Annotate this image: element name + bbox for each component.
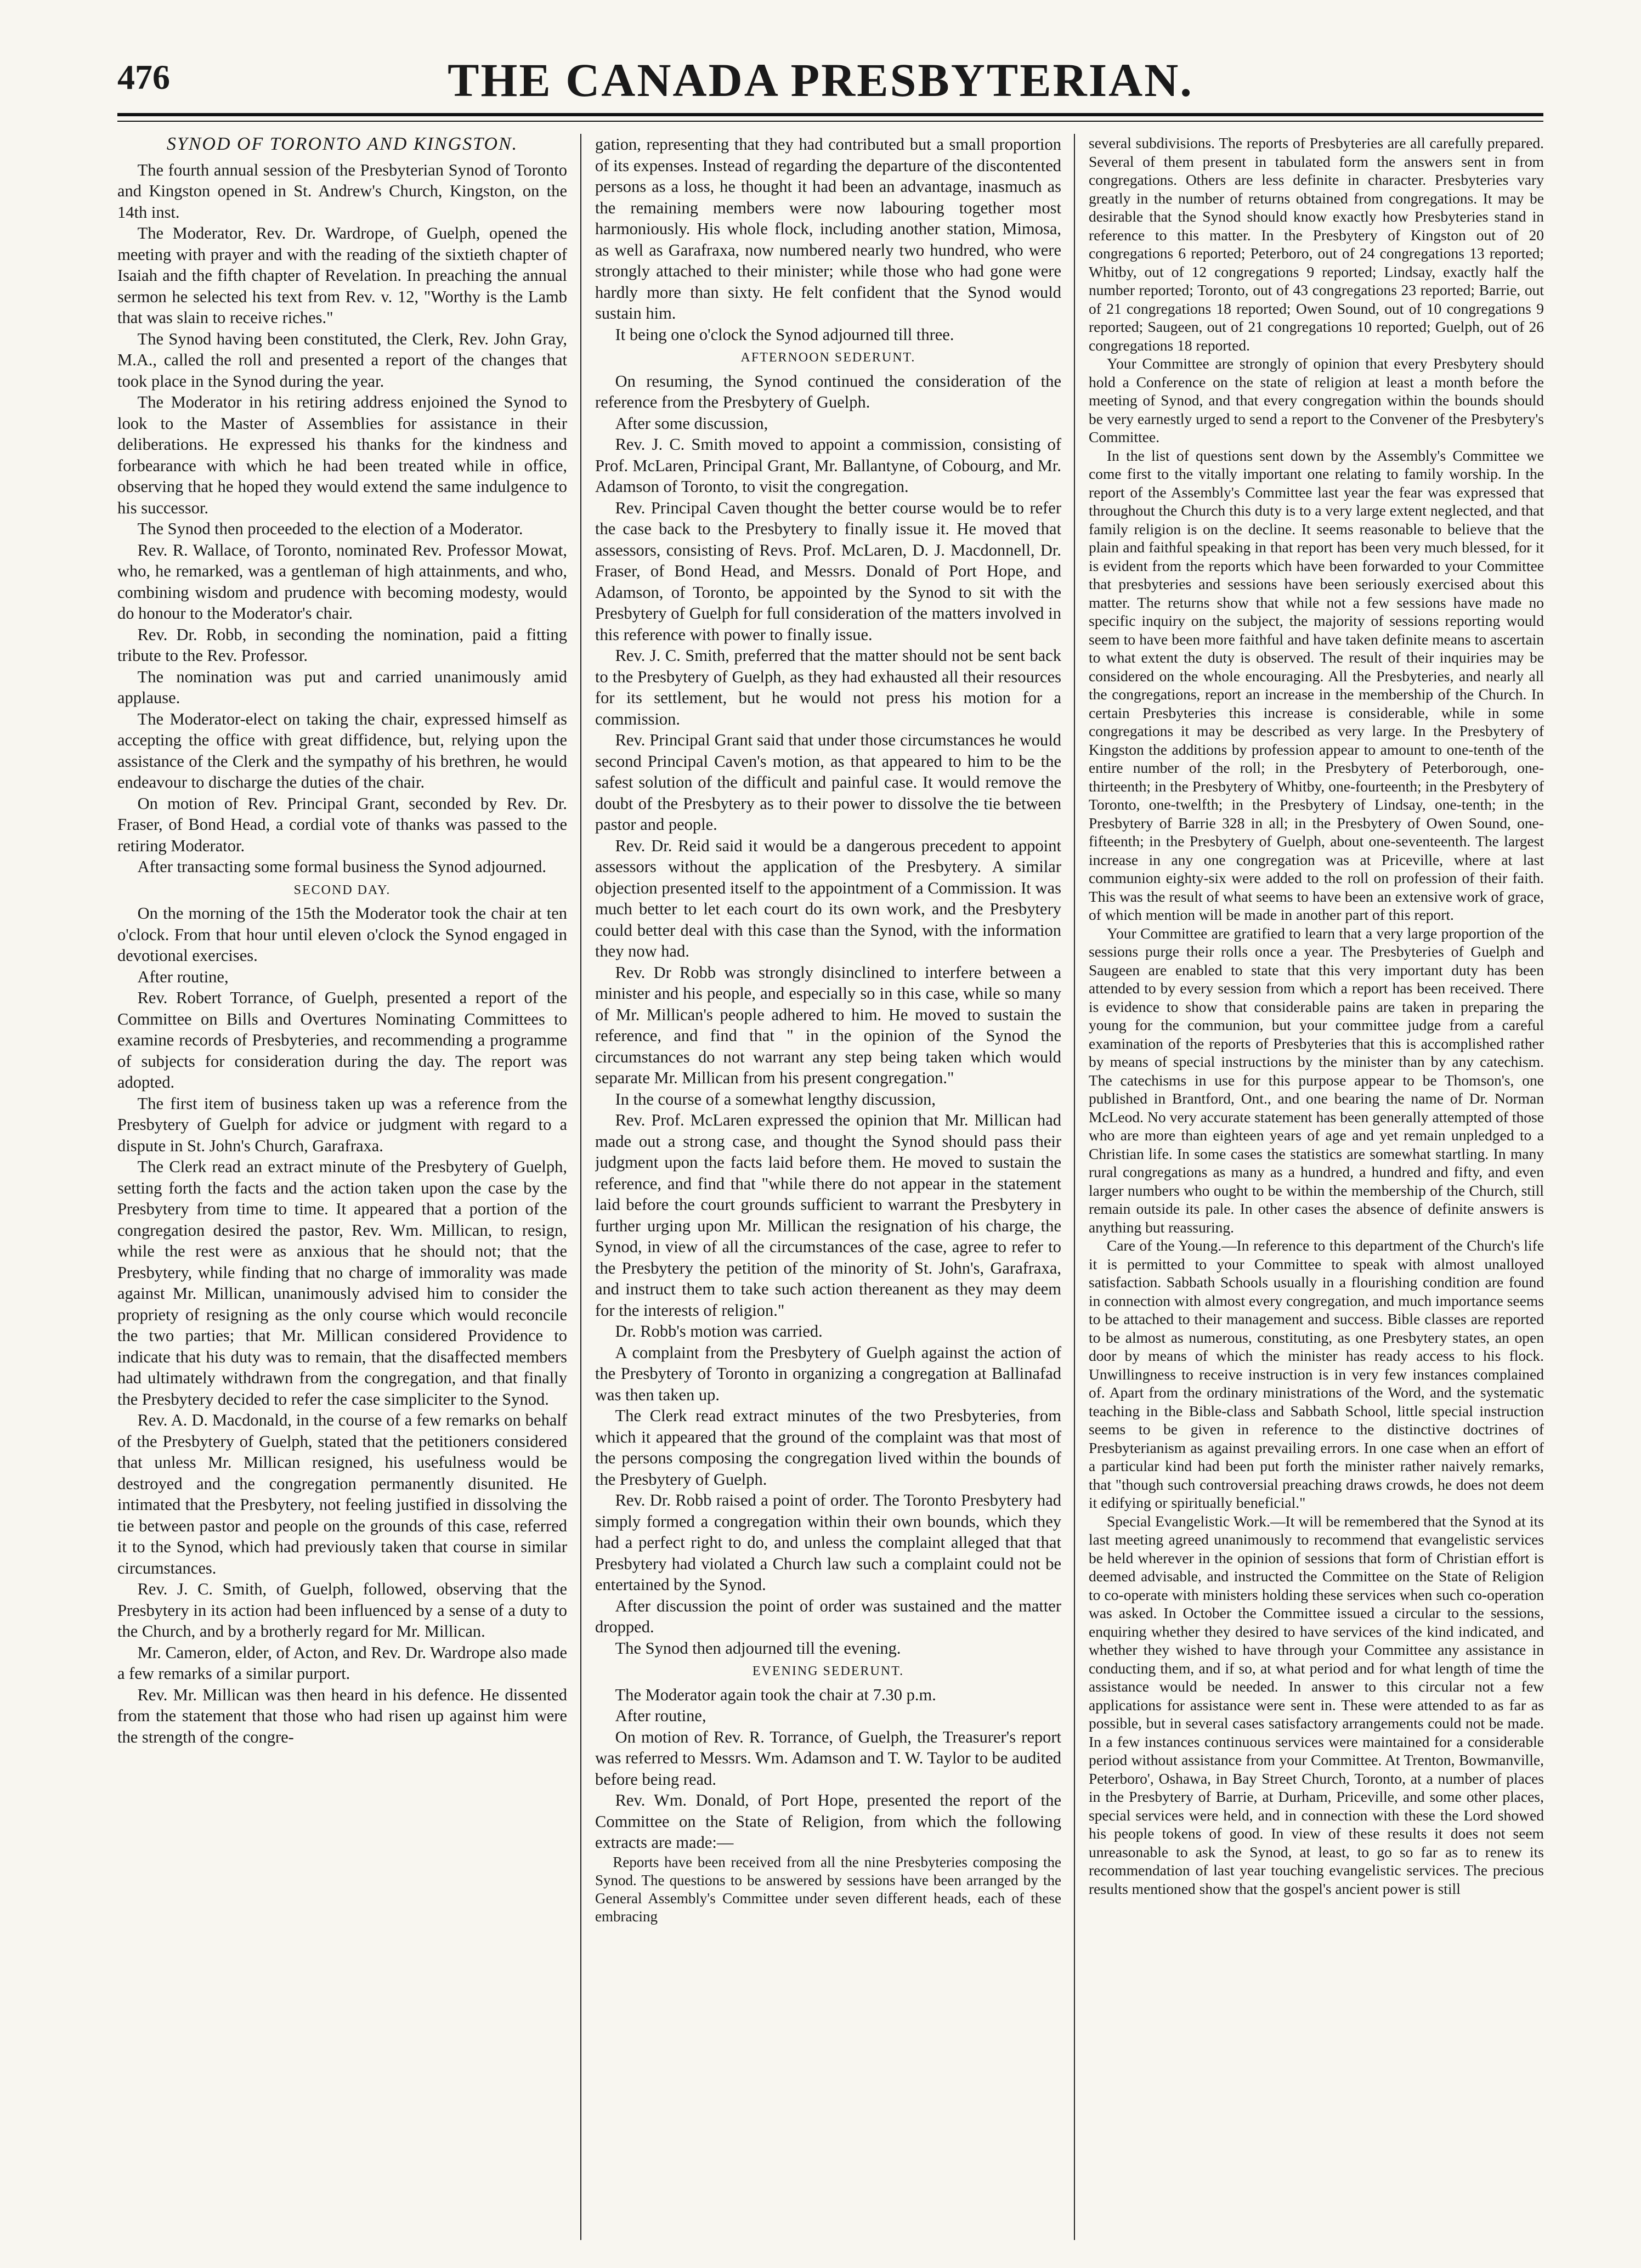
paragraph: Your Committee are strongly of opinion that every Presbytery should hold a Conference on the state of religion at least a month before the meeting of Synod, and that every congregation within the bounds should be very earnestly urged to send a report to the Convener of the Presbytery's Committee. [1089,355,1544,445]
paragraph: On motion of Rev. R. Torrance, of Guelph, the Treasurer's report was referred to Messrs. Wm. Adamson and T. W. Taylor to be audited before being read. [595,1727,1061,1789]
paragraph: gation, representing that they had contributed but a small proportion of its expenses. Instead of regarding the departure of the discontented persons as a loss, he thought it had been an advantage, inasmuch as the remaining members were now labouring together most harmoniously. His whole flock, including another station, Mimosa, as well as Garafraxa, now numbered nearly two hundred, who were strongly attached to their minister; while those who had gone were hardly more than sixty. He felt confident that the Synod would sustain him. [595,135,1061,323]
paragraph: Rev. Principal Caven thought the better course would be to refer the case back to the Presbytery to finally issue it. He moved that assessors, consisting of Revs. Prof. McLaren, D. J. Macdonnell, Dr. Fraser, of Bond Head, and Messrs. Donald of Port Hope, and Adamson, of Toronto, be appointed by the Synod to sit with the Presbytery of Guelph for full consideration of the matters involved in this reference with power to finally issue. [595,498,1061,644]
paragraph: On the morning of the 15th the Moderator took the chair at ten o'clock. From that hour until eleven o'clock the Synod engaged in devotional exercises. [117,904,567,965]
page-number: 476 [117,58,170,97]
section-subhead: SECOND DAY. [293,883,391,897]
paragraph: In the course of a somewhat lengthy discussion, [615,1089,936,1108]
paragraph: After discussion the point of order was sustained and the matter dropped. [595,1596,1061,1636]
paragraph: The fourth annual session of the Presbyterian Synod of Toronto and Kingston opened in St. Andrew's Church, Kingston, on the 14th inst. [117,160,567,222]
paragraph: The Clerk read extract minutes of the two Presbyteries, from which it appeared that the ground of the complaint was that most of the persons composing the congregation lived within the bounds of the Presbytery of Guelph. [595,1406,1061,1489]
paragraph: The Moderator, Rev. Dr. Wardrope, of Guelph, opened the meeting with prayer and with the reading of the sixtieth chapter of Isaiah and the fifth chapter of Revelation. In preaching the annual sermon he selected his text from Rev. v. 12, "Worthy is the Lamb that was slain to receive riches." [117,224,567,327]
paragraph: The first item of business taken up was a reference from the Presbytery of Guelph for advice or judgment with regard to a dispute in St. John's Church, Garafraxa. [117,1094,567,1155]
paragraph: Rev. R. Wallace, of Toronto, nominated Rev. Professor Mowat, who, he remarked, was a gentleman of high attainments, and who, combining wisdom and prudence with becoming modesty, would do honour to the Moderator's chair. [117,540,567,623]
paragraph: The Synod then proceeded to the election of a Moderator. [137,519,523,538]
paragraph: After routine, [137,967,229,986]
paragraph: several subdivisions. The reports of Presbyteries are all carefully prepared. Several of them present in tabulated form the answers sent in from congregations. Others are less definite in character. Presbyteries vary greatly in the number of returns obtained from congregations. It may be desirable that the Synod should know exactly how Presbyteries stand in reference to this matter. In the Presbytery of Kingston out of 20 congregations 6 reported; Peterboro, out of 24 congregations 13 reported; Whitby, out of 12 congregations 9 reported; Lindsay, exactly half the number reported; Toronto, out of 43 congregations 23 reported; Barrie, out of 21 congregations 18 reported; Owen Sound, out of 10 congregations 9 reported; Saugeen, out of 21 congregations 10 reported; Guelph, out of 26 congregations 18 reported. [1089,134,1544,354]
paragraph: Rev. Dr. Robb, in seconding the nomination, paid a fitting tribute to the Rev. Professor. [117,625,567,665]
paragraph: The Clerk read an extract minute of the Presbytery of Guelph, setting forth the facts and the action taken upon the case by the Presbytery from time to time. It appeared that a portion of the congregation desired the pastor, Rev. Wm. Millican, to resign, while the rest were as anxious that he should not; that the Presbytery, while finding that no charge of immorality was made against Mr. Millican, unanimously advised him to consider the propriety of resigning as the only course which would reconcile the two parties; that Mr. Millican considered Providence to indicate that his duty was to remain, that the disaffected members had ultimately withdrawn from the congregation, and that finally the Presbytery decided to refer the case simpliciter to the Synod. [117,1157,567,1409]
paragraph: Rev. J. C. Smith moved to appoint a commission, consisting of Prof. McLaren, Principal Grant, Mr. Ballantyne, of Cobourg, and Mr. Adamson of Toronto, to visit the congregation. [595,435,1061,496]
column-2 [595,134,1061,2240]
paragraph: Rev. J. C. Smith, preferred that the matter should not be sent back to the Presbytery of Guelph, as they had exhausted all their resources for its settlement, but he would not press his motion for a commission. [595,646,1061,728]
section-subhead: AFTERNOON SEDERUNT. [740,350,916,365]
column-divider [1074,134,1075,2240]
paragraph: Special Evangelistic Work.—It will be remembered that the Synod at its last meeting agreed unanimously to recommend that evangelistic services be held wherever in the opinion of sessions that form of Christian effort is deemed advisable, and instructed the Committee on the State of Religion to co-operate with ministers holding these services when such co-operation was asked. In October the Committee issued a circular to the sessions, enquiring whether they desired to have services of the kind indicated, and whether they wished to have through your Committee any assistance in conducting them, and if so, at what period and for what length of time the assistance would be needed. In answer to this circular not a few applications for assistance were sent in. These were attended to as far as possible, but in several cases satisfactory arrangements could not be made. In a few instances continuous services were maintained for a considerable period without assistance from your Committee. At Trenton, Bowmanville, Peterboro', Oshawa, in Bay Street Church, Toronto, at a number of places in the Presbytery of Barrie, at Durham, Priceville, and some other places, special services were held, and in connection with these the Lord showed his people tokens of good. In view of these results it does not seem unreasonable to ask the Synod, at least, to go so far as to renew its recommendation of last year touching evangelistic services. The precious results mentioned show that the gospel's ancient power is still [1089,1512,1544,1897]
paragraph: Dr. Robb's motion was carried. [615,1322,823,1341]
paragraph: Rev. Dr. Robb raised a point of order. The Toronto Presbytery had simply formed a congregation within their own bounds, which they had a perfect right to do, and unless the complaint alleged that that Presbytery had violated a Church law such a complaint could not be entertained by the Synod. [595,1491,1061,1594]
paragraph: Your Committee are gratified to learn that a very large proportion of the sessions purge their rolls once a year. The Presbyteries of Guelph and Saugeen are enabled to state that this very important duty has been attended to by every session from which a report has been received. There is evidence to show that considerable pains are taken in preparing the young for the communion, but your committee judge from a careful examination of the reports of Presbyteries that this is accomplished rather by means of special instructions by the minister than by any catechism. The catechisms in use for this purpose appear to be Thomson's, one published in Brantford, Ont., and one bearing the name of Dr. Norman McLeod. No very accurate statement has been generally attempted of those who are more than eighteen years of age and yet remain unpledged to a Christian life. In some cases the statistics are somewhat startling. In many rural congregations as many as a hundred, a hundred and fifty, and even larger numbers who ought to be within the membership of the Church, still remain outside its pale. In other cases the absence of definite answers is anything but reassuring. [1089,924,1544,1236]
paragraph: Rev. Dr Robb was strongly disinclined to interfere between a minister and his people, and especially so in this case, while so many of Mr. Millican's people adhered to him. He moved to sustain the reference, and find that " in the opinion of the Synod the circumstances do not warrant any step being taken which would separate Mr. Millican from his present congregation." [595,963,1061,1087]
paragraph: Rev. Principal Grant said that under those circumstances he would second Principal Caven's motion, as that appeared to him to be the safest solution of the difficult and painful case. It would remove the doubt of the Presbytery as to their power to dissolve the tie between pastor and people. [595,731,1061,834]
column-3 [1089,134,1544,2240]
paragraph: After some discussion, [615,414,768,433]
paragraph: Rev. Mr. Millican was then heard in his defence. He dissented from the statement that those who had risen up against him were the strength of the congre- [117,1685,567,1746]
report-extract: Reports have been received from all the nine Presbyteries composing the Synod. The questions to be answered by sessions have been arranged by the General Assembly's Committee under seven different heads, each of these embracing [595,1853,1061,1925]
paragraph: Rev. J. C. Smith, of Guelph, followed, observing that the Presbytery in its action had been influenced by a sense of a duty to the Church, and by a brotherly regard for Mr. Millican. [117,1580,567,1641]
paragraph: Rev. Dr. Reid said it would be a dangerous precedent to appoint assessors without the application of the Presbytery. A similar objection presented itself to the appointment of a Commission. It was much better to let each court do its own work, and the Presbytery could better deal with this case than the Synod, with the information they now had. [595,836,1061,960]
paragraph: On resuming, the Synod continued the consideration of the reference from the Presbytery of Guelph. [595,371,1061,411]
paragraph: The Synod then adjourned till the evening. [615,1638,901,1658]
paragraph: The Synod having been constituted, the Clerk, Rev. John Gray, M.A., called the roll and presented a report of the changes that took place in the Synod during the year. [117,329,567,391]
paragraph: Rev. Robert Torrance, of Guelph, presented a report of the Committee on Bills and Overtures Nominating Committees to examine records of Presbyteries, and recommending a programme of subjects for consideration during the day. The report was adopted. [117,988,567,1091]
header-rule-thin [117,121,1543,122]
paragraph: On motion of Rev. Principal Grant, seconded by Rev. Dr. Fraser, of Bond Head, a cordial vote of thanks was passed to the retiring Moderator. [117,794,567,855]
paragraph: A complaint from the Presbytery of Guelph against the action of the Presbytery of Toronto in organizing a congregation at Ballinafad was then taken up. [595,1343,1061,1404]
paragraph: Care of the Young.—In reference to this department of the Church's life it is permitted to your Committee to speak with almost unalloyed satisfaction. Sabbath Schools usually in a flourishing condition are found in connection with almost every congregation, and much importance seems to be attached to their management and success. Bible classes are reported to be almost as numerous, constituting, as one Presbytery states, an open door by means of which the minister has ready access to his flock. Unwillingness to receive instruction is in very few instances complained of. Apart from the ordinary ministrations of the Word, and the systematic teaching in the Bible-class and Sabbath School, little special instruction seems to be given in reference to the distinctive doctrines of Presbyterianism as against prevailing errors. In one case when an effort of a particular kind had been put forth the minister rather naively remarks, that "though such controversial preaching draws crowds, he does not deem it edifying or spiritually beneficial." [1089,1237,1544,1511]
paragraph: The nomination was put and carried unanimously amid applause. [117,667,567,707]
article-heading: SYNOD OF TORONTO AND KINGSTON. [166,134,518,154]
paragraph: The Moderator again took the chair at 7.30 p.m. [615,1685,936,1704]
section-subhead: EVENING SEDERUNT. [752,1664,904,1678]
paragraph: After routine, [615,1706,706,1725]
paragraph: In the list of questions sent down by the Assembly's Committee we come first to the vitally important one relating to family worship. In the report of the Assembly's Committee last year the fear was expressed that throughout the Church this duty is to a very large extent neglected, and that family religion is on the decline. It seems reasonable to believe that the plain and faithful speaking in that report has been very much blessed, for it is evident from the reports which have been forwarded to your Committee that presbyteries and sessions have been seriously exercised about this matter. The returns show that while not a few sessions have made no specific inquiry on the subject, the majority of sessions reporting would seem to have been more faithful and have taken definite means to ascertain to what extent the duty is observed. The result of their inquiries may be considered on the whole encouraging. All the Presbyteries, and nearly all the congregations, report an increase in the membership of the Church. In certain Presbyteries this increase is considerable, while in some congregations it may be described as very large. In the Presbytery of Kingston the additions by profession appear to amount to one-tenth of the entire number of the roll; in the Presbytery of Peterborough, one-thirteenth; in the Presbytery of Whitby, one-fourteenth; in the Presbytery of Toronto, one-twelfth; in the Presbytery of Lindsay, one-tenth; in the Presbytery of Barrie 328 in all; in the Presbytery of Owen Sound, one-fifteenth; in the Presbytery of Guelph, about one-seventeenth. The largest increase in any one congregation was at Priceville, where at last communion eighty-six were added to the roll on profession of their faith. This was the result of what seems to have been an extensive work of grace, of which mention will be made in another part of this report. [1089,446,1544,923]
header-rule-thick [117,113,1543,116]
paragraph: Rev. A. D. Macdonald, in the course of a few remarks on behalf of the Presbytery of Guelph, stated that the petitioners considered that unless Mr. Millican resigned, his usefulness would be destroyed and the congregation permanently disunited. He intimated that the Presbytery, not feeling justified in dissolving the tie between pastor and people on the grounds of this case, referred it to the Synod, which had previously taken that course in similar circumstances. [117,1411,567,1577]
paragraph: Rev. Prof. McLaren expressed the opinion that Mr. Millican had made out a strong case, and thought the Synod should pass their judgment upon the facts laid before them. He moved to sustain the reference, and find that "while there do not appear in the statement laid before the court grounds sufficient to warrant the Presbytery in further urging upon Mr. Millican the resignation of his charge, the Synod, in view of all the circumstances of the case, agree to refer to the Presbytery the petition of the minority of St. John's, Garafraxa, and instruct them to take such action thereanent as they may deem for the interests of religion." [595,1111,1061,1320]
paragraph: It being one o'clock the Synod adjourned till three. [615,325,954,344]
paragraph: Rev. Wm. Donald, of Port Hope, presented the report of the Committee on the State of Religion, from which the following extracts are made:— [595,1791,1061,1852]
paragraph: After transacting some formal business the Synod adjourned. [137,857,546,876]
paragraph: The Moderator-elect on taking the chair, expressed himself as accepting the office with great diffidence, but, relying upon the assistance of the Clerk and the sympathy of his brethren, he would endeavour to discharge the duties of the chair. [117,709,567,791]
masthead: THE CANADA PRESBYTERIAN. [448,54,1193,106]
column-1 [117,134,567,2240]
paragraph: Mr. Cameron, elder, of Acton, and Rev. Dr. Wardrope also made a few remarks of a similar purport. [117,1643,567,1683]
paragraph: The Moderator in his retiring address enjoined the Synod to look to the Master of Assemblies for assistance in their deliberations. He expressed his thanks for the kindness and forbearance with which he had been treated while in office, observing that he hoped they would extend the same indulgence to his successor. [117,393,567,517]
column-divider [580,134,581,2240]
